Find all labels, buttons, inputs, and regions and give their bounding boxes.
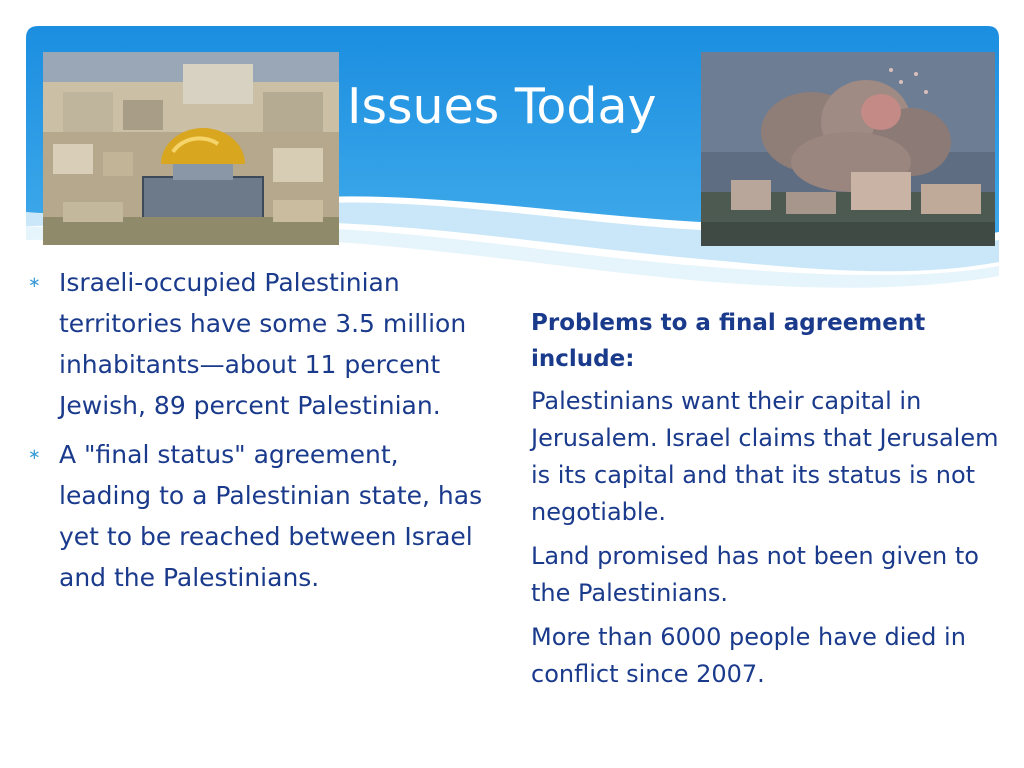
problem-paragraph: Palestinians want their capital in Jerusalem. Israel claims that Jerusalem is its capital and that its status is not negotiable. — [531, 387, 999, 526]
problem-paragraph: More than 6000 people have died in conflict since 2007. — [531, 623, 966, 688]
bullet-text: Israeli-occupied Palestinian territories have some 3.5 million inhabitants—about 11 percent Jewish, 89 percent Palestinian. — [59, 268, 467, 420]
bullet-star-icon: ∗ — [28, 445, 41, 463]
explosion-photo — [701, 52, 995, 246]
bullet-list — [28, 262, 498, 606]
problem-paragraph: Land promised has not been given to the Palestinians. — [531, 542, 979, 607]
bullet-star-icon: ∗ — [28, 273, 41, 291]
list-item — [28, 262, 498, 426]
slide-title: Issues Today — [347, 78, 657, 135]
dome-of-the-rock-photo — [43, 52, 339, 245]
explosion-smoke-cityscape-icon — [701, 52, 995, 246]
problems-heading: Problems to a final agreement include: — [531, 310, 926, 372]
problems-column — [531, 305, 1001, 700]
list-item — [28, 434, 498, 598]
dome-of-the-rock-cityscape-icon — [43, 52, 339, 245]
bullet-text: A "final status" agreement, leading to a Palestinian state, has yet to be reached between Israel and the Palestinians. — [59, 440, 483, 592]
